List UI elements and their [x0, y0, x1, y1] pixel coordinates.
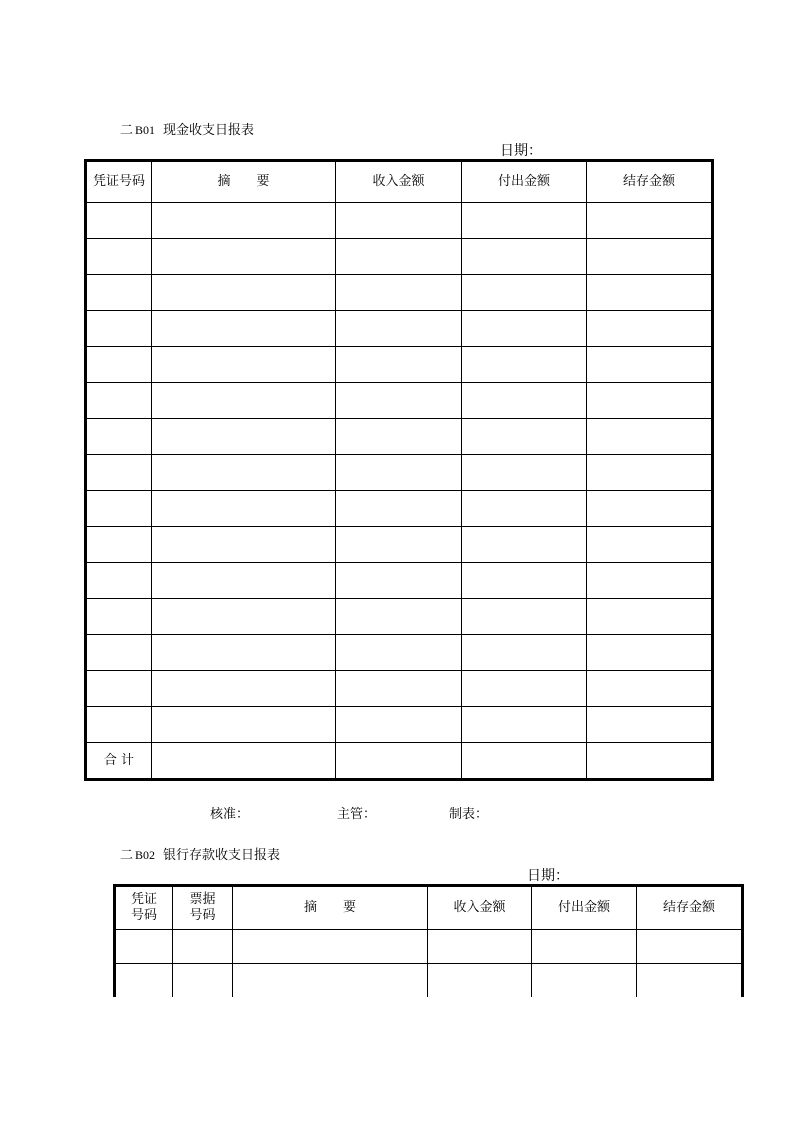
- header-cell: 结存金额: [637, 886, 743, 930]
- table-cell[interactable]: [336, 563, 462, 599]
- header-cell: 付出金额: [462, 161, 587, 203]
- form1-date: [500, 140, 631, 160]
- table-cell[interactable]: [152, 743, 336, 780]
- table-cell[interactable]: [115, 964, 173, 998]
- table-cell[interactable]: [587, 491, 713, 527]
- total-row: [86, 743, 713, 780]
- table-cell[interactable]: [336, 347, 462, 383]
- table-row: [86, 599, 713, 635]
- table-cell[interactable]: [86, 671, 152, 707]
- table-row: [86, 203, 713, 239]
- bank-deposit-daily-report-table: [113, 884, 744, 997]
- header-cell: 收入金额: [336, 161, 462, 203]
- form1-code: B01: [135, 123, 156, 137]
- form2-date-field[interactable]: [569, 869, 666, 885]
- table-row: [86, 239, 713, 275]
- table-cell[interactable]: [86, 527, 152, 563]
- table-cell[interactable]: [587, 203, 713, 239]
- table-cell[interactable]: [587, 527, 713, 563]
- table-cell[interactable]: [587, 239, 713, 275]
- table-cell[interactable]: [462, 239, 587, 275]
- header-cell: 凭证号码: [86, 161, 152, 203]
- table-cell[interactable]: [336, 455, 462, 491]
- table-row: [86, 419, 713, 455]
- table-cell[interactable]: [462, 743, 587, 780]
- table-row: [115, 930, 743, 964]
- table-cell[interactable]: [462, 347, 587, 383]
- table-cell[interactable]: [152, 527, 336, 563]
- form2-code: B02: [135, 848, 156, 862]
- table-cell[interactable]: [336, 671, 462, 707]
- table-row: [86, 347, 713, 383]
- form1-title-text: 现金收支日报表: [163, 123, 255, 138]
- table-cell[interactable]: [428, 964, 532, 998]
- table-cell[interactable]: [637, 930, 743, 964]
- table-cell[interactable]: [86, 311, 152, 347]
- table-cell[interactable]: [587, 743, 713, 780]
- table-row: [86, 527, 713, 563]
- table-cell[interactable]: [152, 707, 336, 743]
- table-cell[interactable]: [462, 707, 587, 743]
- cash-daily-report-table: [84, 159, 714, 781]
- table-cell[interactable]: [462, 455, 587, 491]
- table-cell[interactable]: [462, 383, 587, 419]
- table-cell[interactable]: [587, 635, 713, 671]
- table-cell[interactable]: [587, 671, 713, 707]
- table-cell[interactable]: [336, 203, 462, 239]
- table-cell[interactable]: [462, 563, 587, 599]
- header-cell: 摘 要: [233, 886, 428, 930]
- table-row: [86, 311, 713, 347]
- table-cell[interactable]: [152, 455, 336, 491]
- table-cell[interactable]: [152, 599, 336, 635]
- table-cell[interactable]: [336, 743, 462, 780]
- table-cell[interactable]: [336, 419, 462, 455]
- table-row: [86, 275, 713, 311]
- table-cell[interactable]: [86, 455, 152, 491]
- table-cell[interactable]: [86, 707, 152, 743]
- table-cell[interactable]: [336, 635, 462, 671]
- table-cell[interactable]: [532, 964, 637, 998]
- table-cell[interactable]: [336, 239, 462, 275]
- header-cell: 摘 要: [152, 161, 336, 203]
- table-cell[interactable]: [336, 707, 462, 743]
- table-cell[interactable]: [152, 491, 336, 527]
- table-cell[interactable]: [462, 419, 587, 455]
- supervisor-label: 主管：: [337, 807, 377, 822]
- table-cell[interactable]: [462, 671, 587, 707]
- table-row: [86, 383, 713, 419]
- table-cell[interactable]: [462, 491, 587, 527]
- table-cell[interactable]: [462, 311, 587, 347]
- table-cell[interactable]: [532, 930, 637, 964]
- table-cell[interactable]: [173, 964, 233, 998]
- table-cell[interactable]: [86, 383, 152, 419]
- table-cell[interactable]: [86, 347, 152, 383]
- approve-label: 核准：: [210, 807, 250, 822]
- table-row: [86, 671, 713, 707]
- table-cell[interactable]: [637, 964, 743, 998]
- table-cell[interactable]: [115, 930, 173, 964]
- table-cell[interactable]: [152, 239, 336, 275]
- preparer-label: 制表：: [449, 807, 489, 822]
- table-row: [86, 635, 713, 671]
- table-cell[interactable]: [336, 383, 462, 419]
- form1-title: [120, 119, 254, 138]
- table-cell[interactable]: [152, 203, 336, 239]
- form1-date-field[interactable]: [542, 144, 631, 160]
- header-cell: 票据号码: [173, 886, 233, 930]
- table-row: [115, 964, 743, 998]
- table-cell[interactable]: [152, 563, 336, 599]
- table-cell[interactable]: [587, 563, 713, 599]
- table-cell[interactable]: [336, 275, 462, 311]
- table-cell[interactable]: [336, 491, 462, 527]
- form1-date-label: 日期：: [500, 143, 542, 159]
- table-cell[interactable]: [336, 527, 462, 563]
- table-cell[interactable]: [587, 275, 713, 311]
- form1-title-prefix: 二: [120, 123, 134, 138]
- form2-date-label: 日期：: [527, 868, 569, 884]
- table-cell[interactable]: [86, 563, 152, 599]
- table-cell[interactable]: [336, 311, 462, 347]
- table-cell[interactable]: [233, 930, 428, 964]
- table-cell[interactable]: [86, 239, 152, 275]
- table-cell[interactable]: [152, 635, 336, 671]
- table-cell[interactable]: [86, 275, 152, 311]
- header-cell: 付出金额: [532, 886, 637, 930]
- table-cell[interactable]: [462, 599, 587, 635]
- table-cell[interactable]: [152, 671, 336, 707]
- table-row: [86, 455, 713, 491]
- form2-title-text: 银行存款收支日报表: [163, 848, 281, 863]
- table-cell[interactable]: [86, 599, 152, 635]
- form2-title: [120, 844, 280, 863]
- table-cell[interactable]: [152, 347, 336, 383]
- table-row: [86, 563, 713, 599]
- table-cell[interactable]: [587, 599, 713, 635]
- table-cell[interactable]: [86, 419, 152, 455]
- header-cell: 凭证号码: [115, 886, 173, 930]
- table-cell[interactable]: [152, 383, 336, 419]
- table-cell[interactable]: [173, 930, 233, 964]
- table-cell[interactable]: [86, 635, 152, 671]
- table-cell[interactable]: [152, 275, 336, 311]
- table-row: [86, 707, 713, 743]
- table-cell[interactable]: [462, 527, 587, 563]
- form2-date: [527, 865, 666, 885]
- table-cell[interactable]: [587, 347, 713, 383]
- form2-title-prefix: 二: [120, 848, 134, 863]
- table-cell[interactable]: [587, 383, 713, 419]
- table-cell[interactable]: [587, 455, 713, 491]
- table-cell[interactable]: [587, 707, 713, 743]
- table-header-row: [115, 886, 743, 930]
- table-cell[interactable]: [233, 964, 428, 998]
- table-cell[interactable]: [336, 599, 462, 635]
- table-cell[interactable]: [86, 491, 152, 527]
- header-cell: 收入金额: [428, 886, 532, 930]
- table-header-row: [86, 161, 713, 203]
- table-cell[interactable]: [587, 311, 713, 347]
- table-cell[interactable]: [152, 311, 336, 347]
- table-cell[interactable]: [462, 635, 587, 671]
- table-cell[interactable]: [587, 419, 713, 455]
- table-row: [86, 491, 713, 527]
- total-label: 合 计: [86, 743, 152, 780]
- table-cell[interactable]: [152, 419, 336, 455]
- table-cell[interactable]: [462, 203, 587, 239]
- table-cell[interactable]: [462, 275, 587, 311]
- table-cell[interactable]: [428, 930, 532, 964]
- header-cell: 结存金额: [587, 161, 713, 203]
- table-cell[interactable]: [86, 203, 152, 239]
